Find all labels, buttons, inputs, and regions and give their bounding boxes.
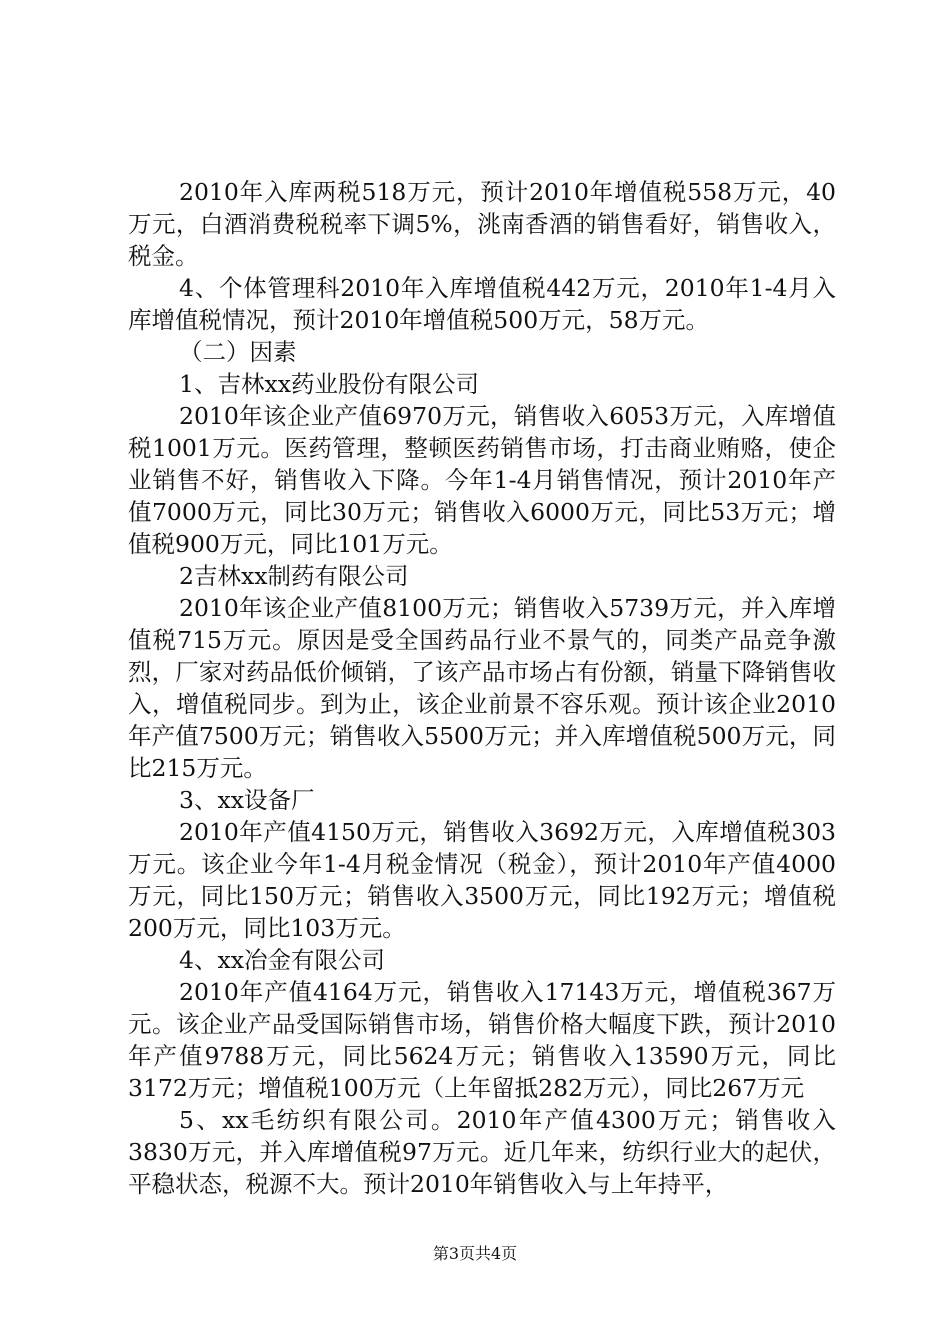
- paragraph-company-3: 2010年产值4150万元，销售收入3692万元，入库增值税303万元。该企业今年1-4月税金情况（税金），预计2010年产值4000万元，同比150万元；销售收入3500万元，同比192万元；增值税200万元，同比103万元。: [128, 818, 836, 942]
- document-body: [128, 176, 836, 1200]
- paragraph-liquor-tax: 2010年入库两税518万元，预计2010年增值税558万元，40万元，白酒消费税税率下调5%，洮南香酒的销售看好，销售收入，税金。: [128, 178, 836, 270]
- page-footer: [0, 1244, 950, 1264]
- company-heading-1: 1、吉林xx药业股份有限公司: [179, 370, 479, 398]
- company-heading-2: 2吉林xx制药有限公司: [179, 562, 409, 590]
- company-heading-4: 4、xx冶金有限公司: [179, 946, 385, 974]
- section-heading-factors: （二）因素: [179, 338, 297, 366]
- page-number: 第3页: [432, 1244, 475, 1263]
- page-total: 共4页: [475, 1244, 518, 1263]
- paragraph-company-4: 2010年产值4164万元，销售收入17143万元，增值税367万元。该企业产品受国际销售市场，销售价格大幅度下跌，预计2010年产值9788万元，同比5624万元；销售收入13590万元，同比3172万元；增值税100万元（上年留抵282万元），同比267万元: [128, 978, 836, 1102]
- paragraph-individual-management: 4、个体管理科2010年入库增值税442万元，2010年1-4月入库增值税情况，预计2010年增值税500万元，58万元。: [128, 274, 836, 334]
- paragraph-company-1: 2010年该企业产值6970万元，销售收入6053万元，入库增值税1001万元。医药管理，整顿医药销售市场，打击商业贿赂，使企业销售不好，销售收入下降。今年1-4月销售情况，预计2010年产值7000万元，同比30万元；销售收入6000万元，同比53万元；增值税900万元，同比101万元。: [128, 402, 836, 558]
- paragraph-company-5: 5、xx毛纺织有限公司。2010年产值4300万元；销售收入3830万元，并入库增值税97万元。近几年来，纺织行业大的起伏，平稳状态，税源不大。预计2010年销售收入与上年持平，: [128, 1106, 836, 1198]
- paragraph-company-2: 2010年该企业产值8100万元；销售收入5739万元，并入库增值税715万元。原因是受全国药品行业不景气的，同类产品竞争激烈，厂家对药品低价倾销，了该产品市场占有份额，销量下降销售收入，增值税同步。到为止，该企业前景不容乐观。预计该企业2010年产值7500万元；销售收入5500万元；并入库增值税500万元，同比215万元。: [128, 594, 836, 782]
- company-heading-3: 3、xx设备厂: [179, 786, 315, 814]
